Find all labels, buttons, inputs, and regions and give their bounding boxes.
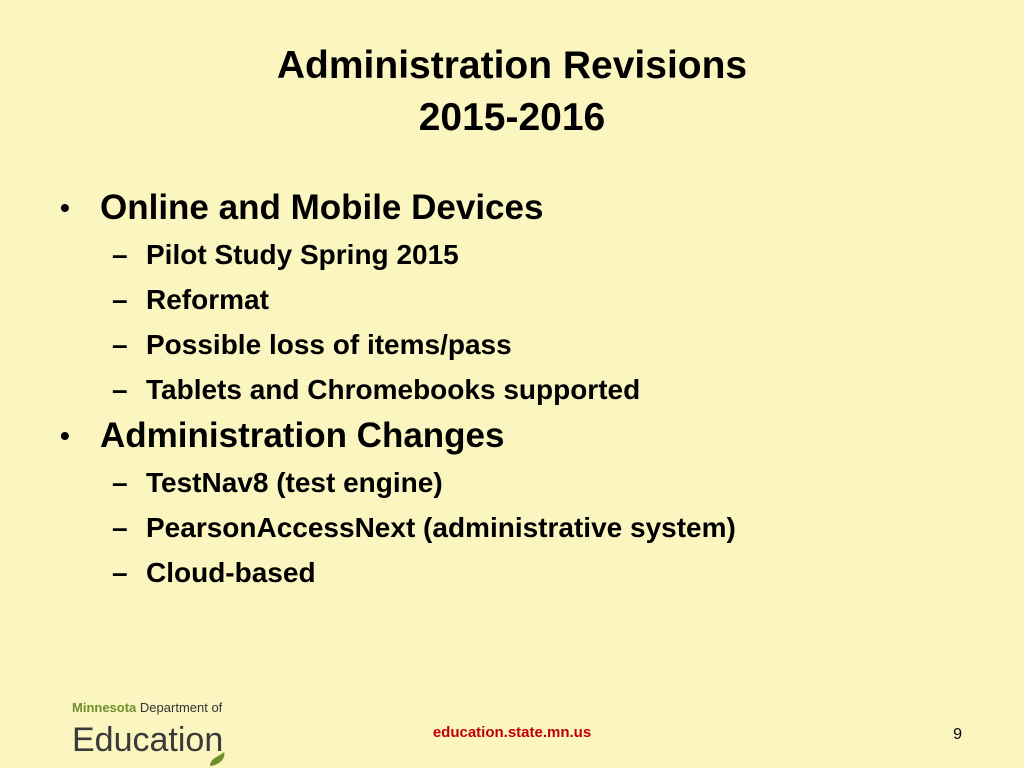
- dash-icon: –: [112, 467, 128, 498]
- dash-icon: –: [112, 239, 128, 270]
- sub-item-label: Pilot Study Spring 2015: [146, 239, 459, 270]
- slide-title-line1: Administration Revisions: [276, 44, 748, 87]
- footer-url: education.state.mn.us: [432, 724, 592, 741]
- sub-item-label: Tablets and Chromebooks supported: [146, 374, 641, 405]
- page-number: 9: [953, 726, 962, 743]
- sub-item-label: Possible loss of items/pass: [146, 329, 512, 360]
- sub-item: [60, 232, 980, 277]
- slide-title-line2: 2015-2016: [418, 96, 606, 139]
- bullet-dot-icon: •: [60, 420, 70, 451]
- sub-item-label: Reformat: [146, 284, 269, 315]
- sub-item-label: Cloud-based: [146, 557, 316, 588]
- sub-item-label: PearsonAccessNext (administrative system): [146, 512, 736, 543]
- bullet-online-mobile: [60, 184, 980, 232]
- dash-icon: –: [112, 557, 128, 588]
- sub-item: [60, 550, 980, 595]
- dash-icon: –: [112, 329, 128, 360]
- dash-icon: –: [112, 374, 128, 405]
- bullet-dot-icon: •: [60, 192, 70, 223]
- sub-item: [60, 277, 980, 322]
- sub-item: [60, 505, 980, 550]
- dash-icon: –: [112, 284, 128, 315]
- bullet-label: Administration Changes: [100, 416, 505, 455]
- sub-item: [60, 322, 980, 367]
- bullet-administration-changes: [60, 412, 980, 460]
- sub-item: [60, 460, 980, 505]
- sub-item: [60, 367, 980, 412]
- sub-item-label: TestNav8 (test engine): [146, 467, 443, 498]
- logo-state: Minnesota: [72, 700, 137, 715]
- logo-dept: Department of: [139, 700, 223, 715]
- apple-leaf-icon: [198, 750, 232, 768]
- slide-title: [0, 40, 1024, 144]
- dash-icon: –: [112, 512, 128, 543]
- logo-top-line: [72, 700, 223, 716]
- bullet-label: Online and Mobile Devices: [100, 188, 544, 227]
- logo-word: Education: [72, 721, 224, 759]
- bullet-list: [60, 184, 980, 595]
